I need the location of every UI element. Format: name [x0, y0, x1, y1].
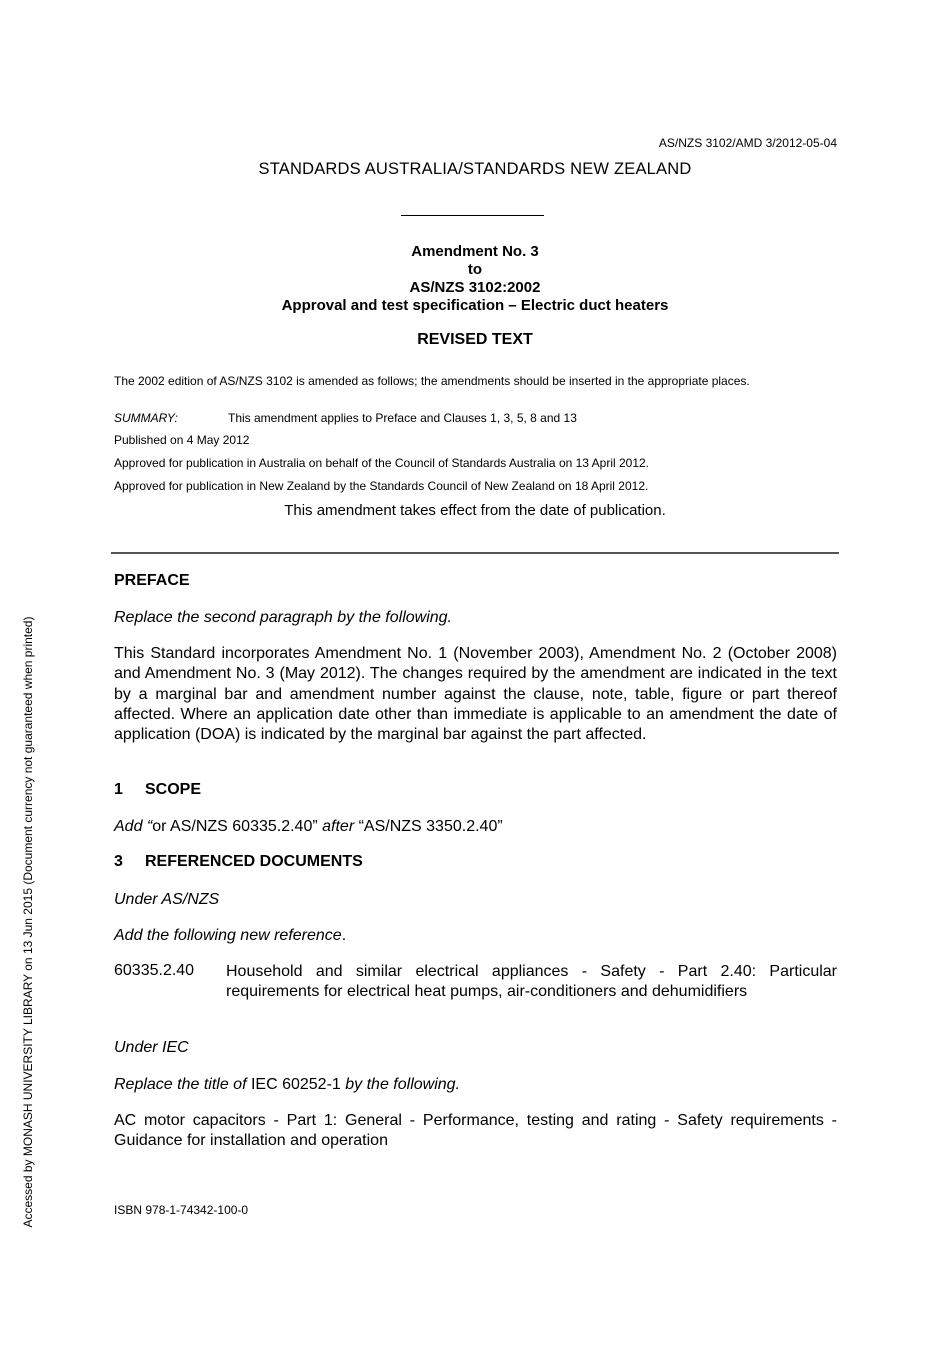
section-divider — [111, 552, 839, 554]
effective-statement: This amendment takes effect from the date of publication. — [284, 502, 666, 519]
under-asnzs: Under AS/NZS — [114, 891, 220, 908]
under-iec: Under IEC — [114, 1039, 189, 1056]
scope-old-text: “AS/NZS 3350.2.40” — [358, 818, 503, 835]
add-reference-period: . — [341, 927, 347, 944]
summary-label: SUMMARY: — [114, 411, 178, 425]
replace-title-instruction — [114, 1075, 837, 1095]
add-reference-instruction — [114, 926, 837, 946]
scope-number: 1 — [114, 781, 123, 798]
replace-prefix: Replace the title of — [114, 1076, 251, 1093]
standard-title: Approval and test specification – Electric duct heaters — [281, 297, 669, 314]
scope-after-word: after — [317, 818, 359, 835]
title-divider — [401, 215, 544, 216]
scope-new-text: or AS/NZS 60335.2.40” — [152, 818, 318, 835]
amendment-statement: The 2002 edition of AS/NZS 3102 is amended as follows; the amendments should be inserted in the appropriate places. — [114, 374, 750, 388]
amendment-to: to — [467, 261, 483, 278]
summary-line — [114, 411, 837, 425]
new-standard-title: AC motor capacitors - Part 1: General - Performance, testing and rating - Safety requirements - Guidance for installation and operation — [114, 1112, 837, 1150]
references-number: 3 — [114, 853, 123, 870]
published-date: Published on 4 May 2012 — [114, 433, 250, 447]
reference-code: 60335.2.40 — [114, 962, 195, 979]
isbn: ISBN 978-1-74342-100-0 — [114, 1203, 249, 1217]
summary-text: This amendment applies to Preface and Clauses 1, 3, 5, 8 and 13 — [228, 411, 577, 425]
amendment-title — [0, 243, 950, 315]
revised-text-heading: REVISED TEXT — [417, 331, 533, 348]
references-heading — [114, 853, 363, 871]
scope-heading — [114, 781, 201, 799]
scope-instruction — [114, 817, 837, 837]
replace-suffix: by the following. — [340, 1076, 460, 1093]
reference-title: Household and similar electrical appliances - Safety - Part 2.40: Particular requirements for electrical heat pumps, air-conditioners and dehumidifiers — [226, 963, 837, 1001]
access-watermark: Accessed by MONASH UNIVERSITY LIBRARY on 13 Jun 2015 (Document currency not guaranteed when printed) — [21, 616, 35, 1228]
standard-number: AS/NZS 3102:2002 — [409, 279, 541, 296]
add-reference-text: Add the following new reference — [114, 927, 342, 944]
preface-paragraph: This Standard incorporates Amendment No. 1 (November 2003), Amendment No. 2 (October 2008) and Amendment No. 3 (May 2012). The changes required by the amendment are indicated in the text by a marginal bar and amendment number against the clause, note, table, figure or part thereof affected. Where an application date other than immediate is applicable to an amendment the date of application (DOA) is indicated by the marginal bar against the part affected. — [114, 645, 837, 744]
references-title: REFERENCED DOCUMENTS — [145, 853, 363, 870]
approval-new-zealand: Approved for publication in New Zealand by the Standards Council of New Zealand on 18 April 2012. — [114, 479, 649, 493]
scope-add-word: Add “ — [114, 818, 153, 835]
document-reference: AS/NZS 3102/AMD 3/2012-05-04 — [658, 136, 837, 150]
amendment-number: Amendment No. 3 — [411, 243, 539, 260]
replace-standard: IEC 60252-1 — [250, 1076, 341, 1093]
preface-heading: PREFACE — [114, 572, 190, 589]
approval-australia: Approved for publication in Australia on behalf of the Council of Standards Australia on 13 April 2012. — [114, 456, 650, 470]
preface-instruction: Replace the second paragraph by the following. — [114, 609, 452, 626]
scope-title: SCOPE — [145, 781, 202, 798]
organization-name: STANDARDS AUSTRALIA/STANDARDS NEW ZEALAND — [258, 160, 692, 178]
